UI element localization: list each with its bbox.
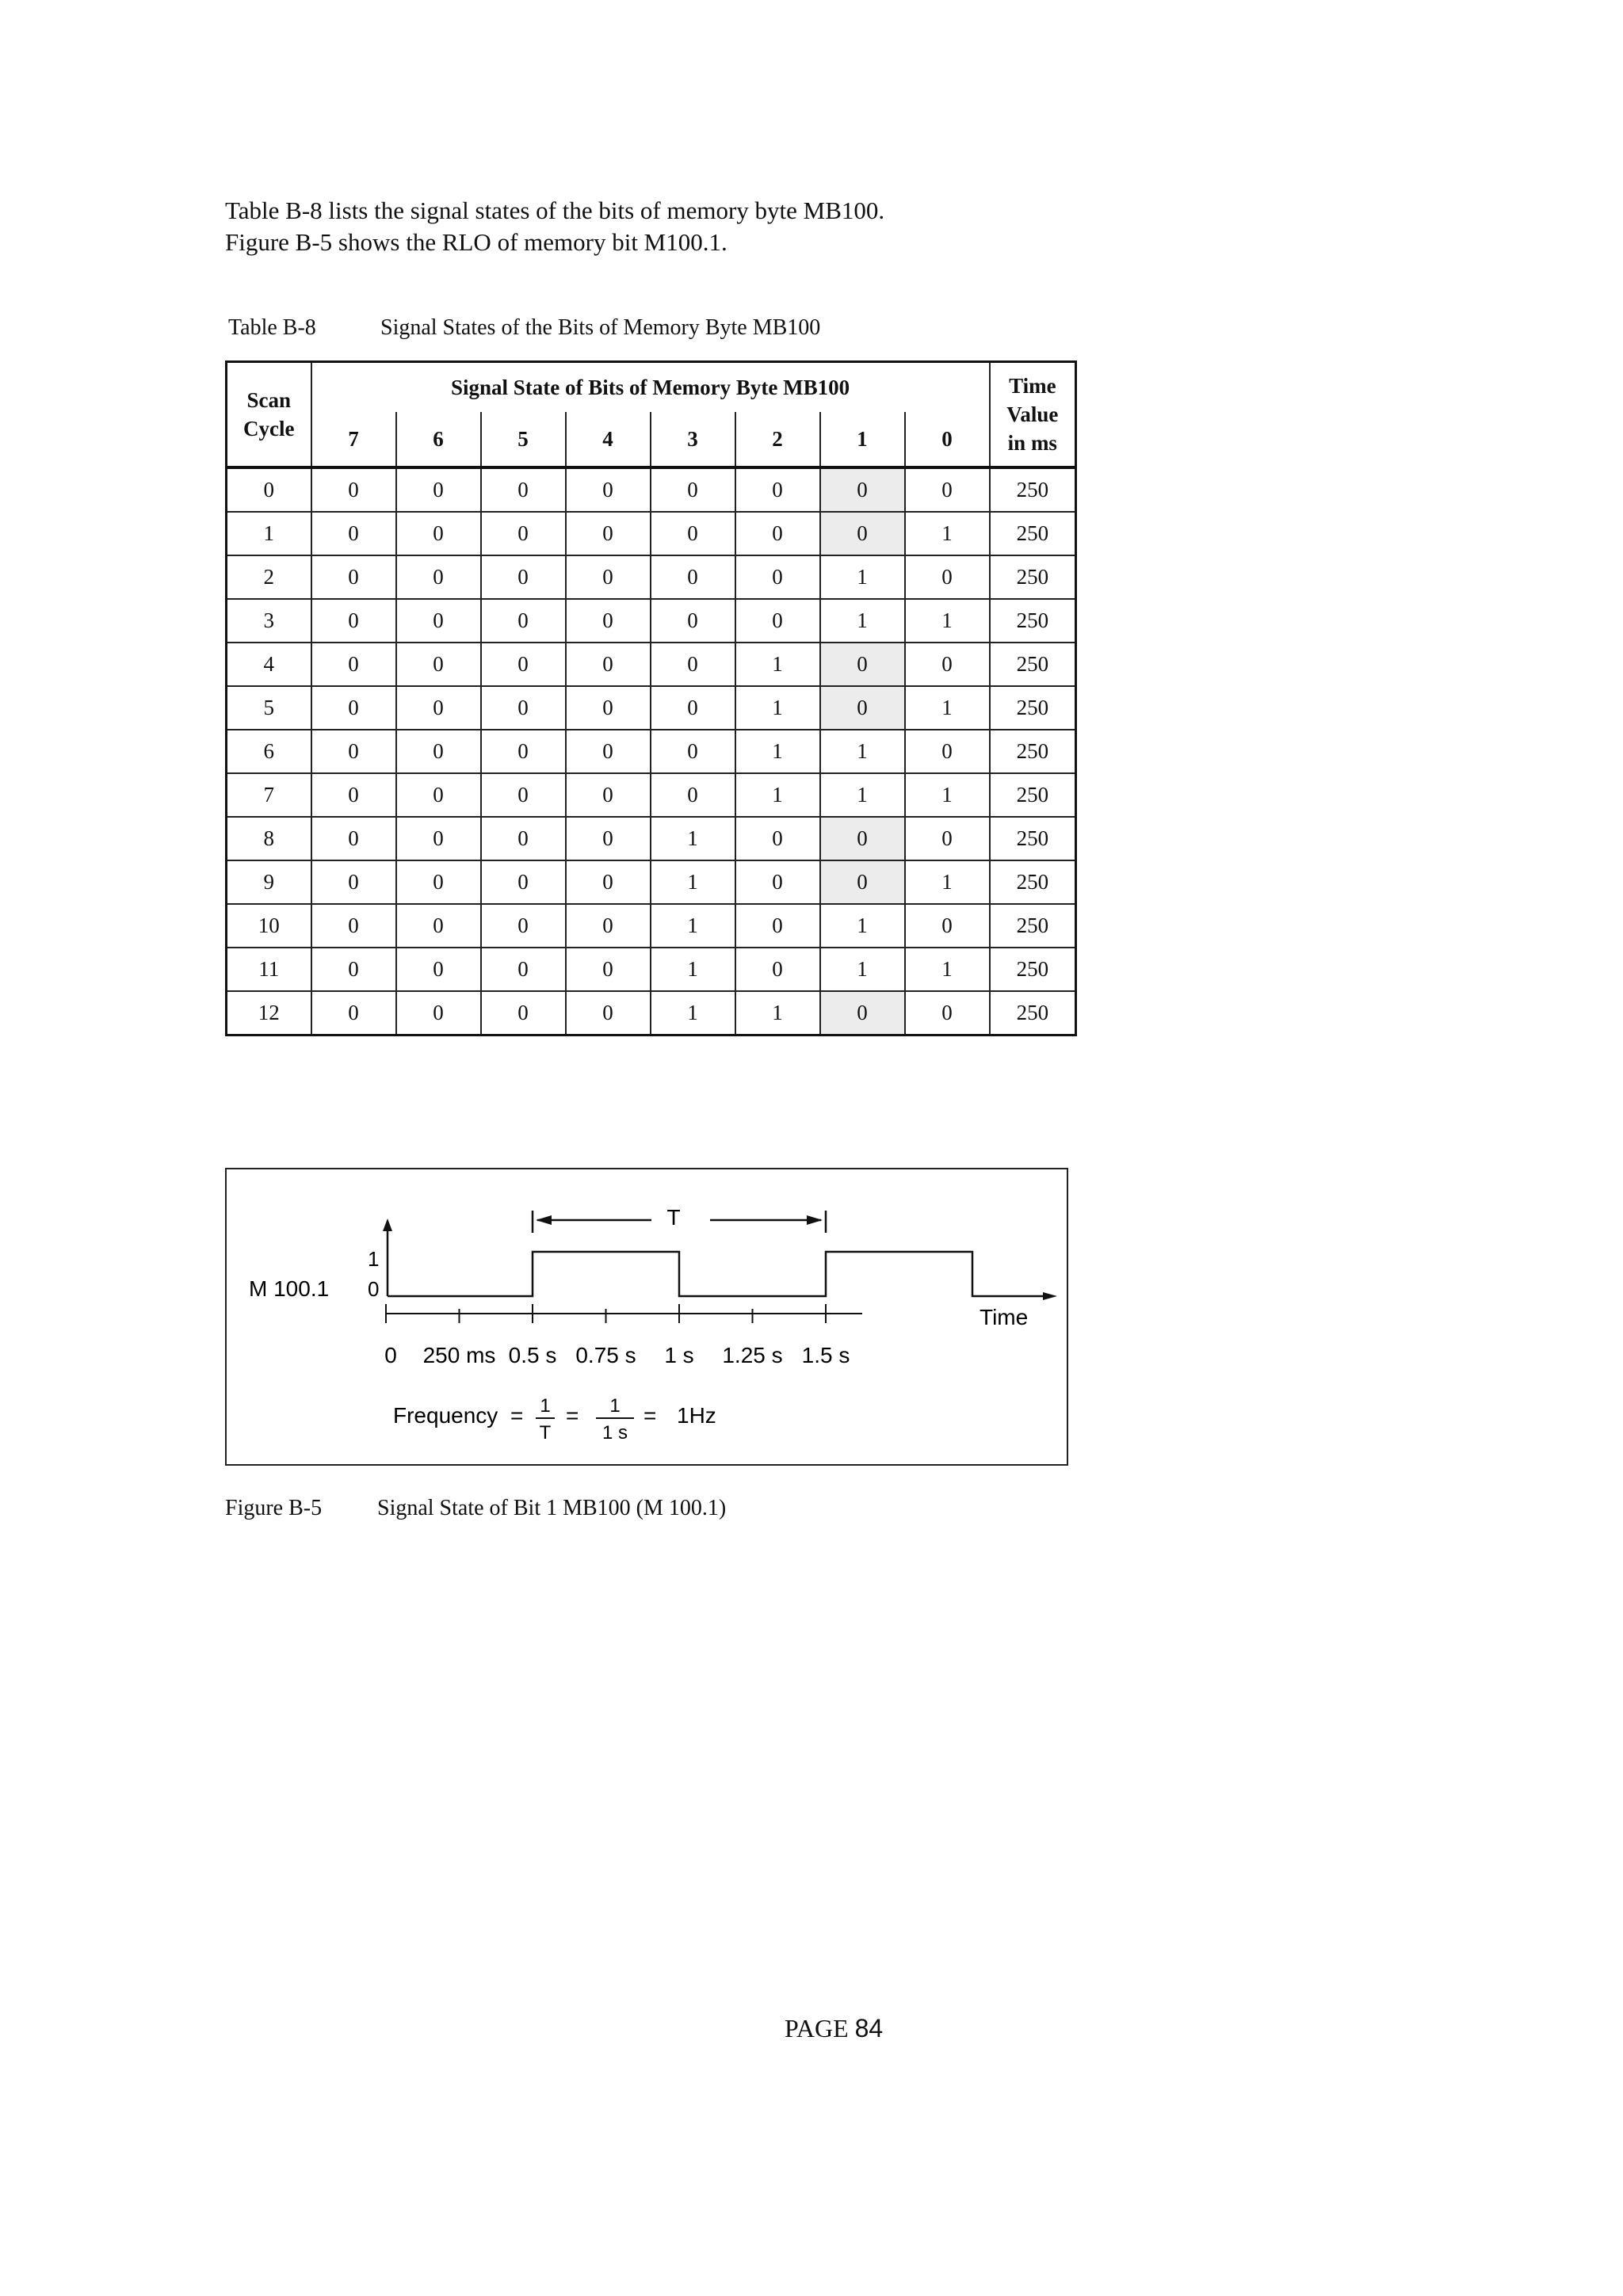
bit-4-cell: 0 <box>566 773 651 817</box>
bit-6-cell: 0 <box>396 991 481 1035</box>
bit-3-cell: 1 <box>651 948 735 991</box>
bit-0-cell: 1 <box>905 599 990 643</box>
bit-2-cell: 1 <box>735 991 820 1035</box>
header-bit-2: 2 <box>735 412 820 467</box>
time-value-cell: 250 <box>990 904 1076 948</box>
page-number-value: 84 <box>854 2014 884 2042</box>
bit-5-cell: 0 <box>481 512 566 555</box>
header-time-line1: Time <box>1009 374 1056 398</box>
bit-0-cell: 0 <box>905 730 990 773</box>
table-row <box>227 817 1076 860</box>
bit-1-cell: 1 <box>820 555 905 599</box>
bit-7-cell: 0 <box>311 467 396 512</box>
bit-7-cell: 0 <box>311 599 396 643</box>
period-right-arrow <box>807 1215 823 1225</box>
bit-2-cell: 1 <box>735 686 820 730</box>
bit-3-cell: 0 <box>651 599 735 643</box>
bit-1-cell: 0 <box>820 686 905 730</box>
bit-7-cell: 0 <box>311 730 396 773</box>
bit-2-cell: 0 <box>735 904 820 948</box>
bit-7-cell: 0 <box>311 512 396 555</box>
intro-line-1: Table B-8 lists the signal states of the bits of memory byte MB100. <box>225 196 885 224</box>
header-time-line2: Value <box>1006 402 1059 426</box>
bit-1-cell: 0 <box>820 860 905 904</box>
bit-4-cell: 0 <box>566 991 651 1035</box>
bit-4-cell: 0 <box>566 555 651 599</box>
bit-3-cell: 0 <box>651 686 735 730</box>
bit-6-cell: 0 <box>396 686 481 730</box>
bit-7-cell: 0 <box>311 686 396 730</box>
bit-5-cell: 0 <box>481 467 566 512</box>
frequency-label: Frequency <box>393 1403 498 1428</box>
bit-7-cell: 0 <box>311 773 396 817</box>
header-bit-6: 6 <box>396 412 481 467</box>
page-prefix: PAGE <box>785 2014 849 2042</box>
time-value-cell: 250 <box>990 817 1076 860</box>
tick-label: 0.75 s <box>575 1343 636 1367</box>
bit-3-cell: 0 <box>651 643 735 686</box>
signal-label: M 100.1 <box>249 1276 330 1301</box>
header-time-value <box>990 362 1076 468</box>
figure-caption-title: Signal State of Bit 1 MB100 (M 100.1) <box>377 1496 727 1520</box>
scan-cycle-cell: 2 <box>227 555 311 599</box>
bit-6-cell: 0 <box>396 555 481 599</box>
time-value-cell: 250 <box>990 948 1076 991</box>
scan-cycle-cell: 5 <box>227 686 311 730</box>
table-caption-title: Signal States of the Bits of Memory Byte MB100 <box>380 315 821 340</box>
table-row <box>227 467 1076 512</box>
bit-5-cell: 0 <box>481 904 566 948</box>
bit-2-cell: 1 <box>735 643 820 686</box>
bit-3-cell: 1 <box>651 904 735 948</box>
time-value-cell: 250 <box>990 643 1076 686</box>
bit-5-cell: 0 <box>481 730 566 773</box>
table-caption-label: Table B-8 <box>228 315 316 340</box>
bit-5-cell: 0 <box>481 599 566 643</box>
fraction-1-denominator: T <box>539 1422 552 1444</box>
scan-cycle-cell: 10 <box>227 904 311 948</box>
bit-0-cell: 0 <box>905 904 990 948</box>
header-time-line3: in ms <box>1007 431 1057 455</box>
bit-5-cell: 0 <box>481 991 566 1035</box>
time-value-cell: 250 <box>990 467 1076 512</box>
bit-5-cell: 0 <box>481 686 566 730</box>
fraction-1-numerator: 1 <box>540 1395 551 1417</box>
bit-6-cell: 0 <box>396 817 481 860</box>
y-axis-arrowhead <box>383 1219 392 1231</box>
bit-0-cell: 0 <box>905 555 990 599</box>
header-scan-line2: Cycle <box>243 417 295 441</box>
header-bit-1: 1 <box>820 412 905 467</box>
scan-cycle-cell: 1 <box>227 512 311 555</box>
period-label: T <box>666 1205 681 1230</box>
bit-4-cell: 0 <box>566 730 651 773</box>
bit-3-cell: 1 <box>651 860 735 904</box>
bit-4-cell: 0 <box>566 904 651 948</box>
bit-7-cell: 0 <box>311 555 396 599</box>
figure-signal-diagram <box>225 1168 1068 1466</box>
bit-1-cell: 1 <box>820 730 905 773</box>
bit-0-cell: 0 <box>905 991 990 1035</box>
bit-6-cell: 0 <box>396 773 481 817</box>
table-row <box>227 948 1076 991</box>
waveform-svg <box>227 1169 1070 1467</box>
bit-5-cell: 0 <box>481 555 566 599</box>
bit-2-cell: 0 <box>735 467 820 512</box>
scan-cycle-cell: 0 <box>227 467 311 512</box>
bit-6-cell: 0 <box>396 730 481 773</box>
bit-6-cell: 0 <box>396 467 481 512</box>
header-bit-7: 7 <box>311 412 396 467</box>
bit-1-cell: 1 <box>820 599 905 643</box>
eq-sign-2: = <box>566 1403 579 1428</box>
time-value-cell: 250 <box>990 599 1076 643</box>
bit-0-cell: 0 <box>905 817 990 860</box>
bit-3-cell: 1 <box>651 991 735 1035</box>
bit-1-cell: 1 <box>820 773 905 817</box>
time-axis-arrowhead <box>1043 1292 1057 1300</box>
bit-0-cell: 0 <box>905 467 990 512</box>
bit-0-cell: 0 <box>905 643 990 686</box>
bit-6-cell: 0 <box>396 599 481 643</box>
bit-5-cell: 0 <box>481 773 566 817</box>
period-left-arrow <box>536 1215 552 1225</box>
tick-label: 0.5 s <box>508 1343 557 1367</box>
bit-3-cell: 0 <box>651 512 735 555</box>
bit-2-cell: 0 <box>735 817 820 860</box>
eq-sign-1: = <box>510 1403 524 1428</box>
figure-caption-label: Figure B-5 <box>225 1496 323 1520</box>
signal-state-table <box>225 360 1077 1036</box>
bit-6-cell: 0 <box>396 904 481 948</box>
time-value-cell: 250 <box>990 555 1076 599</box>
bit-2-cell: 0 <box>735 555 820 599</box>
bit-5-cell: 0 <box>481 948 566 991</box>
header-bit-4: 4 <box>566 412 651 467</box>
eq-sign-3: = <box>643 1403 657 1428</box>
figure-caption <box>225 1494 726 1523</box>
scan-cycle-cell: 6 <box>227 730 311 773</box>
bit-4-cell: 0 <box>566 467 651 512</box>
intro-line-2: Figure B-5 shows the RLO of memory bit M100.1. <box>225 228 727 256</box>
scan-cycle-cell: 11 <box>227 948 311 991</box>
scan-cycle-cell: 9 <box>227 860 311 904</box>
bit-1-cell: 0 <box>820 467 905 512</box>
bit-0-cell: 1 <box>905 512 990 555</box>
bit-4-cell: 0 <box>566 817 651 860</box>
bit-6-cell: 0 <box>396 512 481 555</box>
bit-6-cell: 0 <box>396 860 481 904</box>
header-bit-0: 0 <box>905 412 990 467</box>
bit-2-cell: 0 <box>735 512 820 555</box>
header-scan-cycle <box>227 362 311 468</box>
scan-cycle-cell: 3 <box>227 599 311 643</box>
bit-7-cell: 0 <box>311 948 396 991</box>
time-value-cell: 250 <box>990 991 1076 1035</box>
bit-7-cell: 0 <box>311 643 396 686</box>
bit-4-cell: 0 <box>566 512 651 555</box>
bit-7-cell: 0 <box>311 860 396 904</box>
intro-text <box>225 195 884 258</box>
time-value-cell: 250 <box>990 730 1076 773</box>
table-row <box>227 773 1076 817</box>
scan-cycle-cell: 7 <box>227 773 311 817</box>
table-row <box>227 555 1076 599</box>
time-value-cell: 250 <box>990 512 1076 555</box>
table-row <box>227 599 1076 643</box>
time-value-cell: 250 <box>990 773 1076 817</box>
bit-1-cell: 0 <box>820 643 905 686</box>
bit-2-cell: 1 <box>735 773 820 817</box>
bit-5-cell: 0 <box>481 643 566 686</box>
bit-1-cell: 0 <box>820 512 905 555</box>
table-row <box>227 860 1076 904</box>
bit-2-cell: 0 <box>735 599 820 643</box>
tick-label: 250 ms <box>422 1343 496 1367</box>
tick-label: 0 <box>384 1343 397 1367</box>
header-bit-5: 5 <box>481 412 566 467</box>
bit-4-cell: 0 <box>566 948 651 991</box>
bit-0-cell: 1 <box>905 860 990 904</box>
time-value-cell: 250 <box>990 686 1076 730</box>
bit-6-cell: 0 <box>396 643 481 686</box>
table-row <box>227 991 1076 1035</box>
bit-3-cell: 0 <box>651 773 735 817</box>
bit-7-cell: 0 <box>311 904 396 948</box>
bit-2-cell: 1 <box>735 730 820 773</box>
bit-5-cell: 0 <box>481 860 566 904</box>
page-number <box>785 2012 883 2044</box>
tick-label: 1.5 s <box>801 1343 850 1367</box>
bit-3-cell: 0 <box>651 467 735 512</box>
level-high-label: 1 <box>368 1247 380 1271</box>
time-axis-label: Time <box>980 1305 1029 1329</box>
bit-0-cell: 1 <box>905 948 990 991</box>
table-row <box>227 512 1076 555</box>
tick-label: 1 s <box>664 1343 694 1367</box>
bit-1-cell: 0 <box>820 817 905 860</box>
bit-2-cell: 0 <box>735 860 820 904</box>
bit-2-cell: 0 <box>735 948 820 991</box>
time-value-cell: 250 <box>990 860 1076 904</box>
scan-cycle-cell: 4 <box>227 643 311 686</box>
square-wave <box>388 1252 999 1296</box>
level-low-label: 0 <box>368 1277 380 1301</box>
fraction-2-numerator: 1 <box>609 1395 621 1417</box>
bit-0-cell: 1 <box>905 686 990 730</box>
tick-label: 1.25 s <box>722 1343 783 1367</box>
header-signal-group: Signal State of Bits of Memory Byte MB100 <box>311 362 990 413</box>
bit-4-cell: 0 <box>566 599 651 643</box>
bit-0-cell: 1 <box>905 773 990 817</box>
table-caption <box>228 314 820 342</box>
bit-3-cell: 0 <box>651 730 735 773</box>
bit-3-cell: 0 <box>651 555 735 599</box>
fraction-2-denominator: 1 s <box>601 1422 628 1444</box>
bit-1-cell: 1 <box>820 904 905 948</box>
bit-6-cell: 0 <box>396 948 481 991</box>
table-row <box>227 686 1076 730</box>
bit-4-cell: 0 <box>566 686 651 730</box>
bit-1-cell: 0 <box>820 991 905 1035</box>
frequency-result: 1Hz <box>677 1403 716 1428</box>
bit-4-cell: 0 <box>566 643 651 686</box>
header-bit-3: 3 <box>651 412 735 467</box>
bit-7-cell: 0 <box>311 817 396 860</box>
table-row <box>227 643 1076 686</box>
bit-7-cell: 0 <box>311 991 396 1035</box>
scan-cycle-cell: 8 <box>227 817 311 860</box>
bit-1-cell: 1 <box>820 948 905 991</box>
scan-cycle-cell: 12 <box>227 991 311 1035</box>
bit-3-cell: 1 <box>651 817 735 860</box>
table-row <box>227 904 1076 948</box>
header-scan-line1: Scan <box>246 388 292 412</box>
bit-4-cell: 0 <box>566 860 651 904</box>
bit-5-cell: 0 <box>481 817 566 860</box>
table-row <box>227 730 1076 773</box>
